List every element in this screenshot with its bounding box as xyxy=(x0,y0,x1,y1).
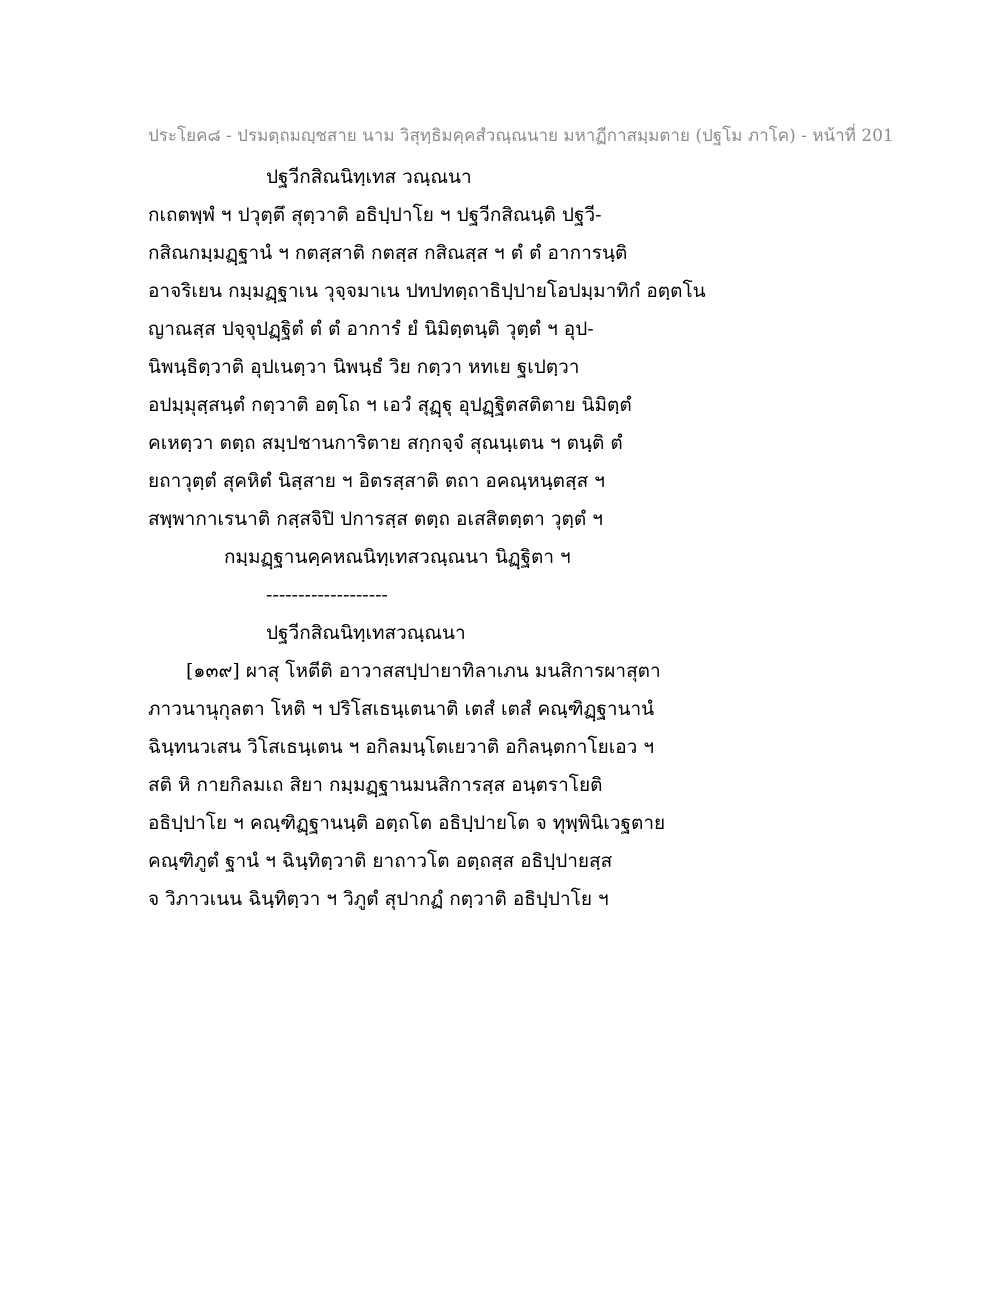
paragraph-start: [๑๓๙] ผาสุ โหตีติ อาวาสสปฺปายาทิลาเภน มนสิการผาสุตา xyxy=(186,660,661,682)
text-line: คเหตฺวา ตตฺถ สมฺปชานการิตาย สกฺกจฺจํ สุณนฺเตน ฯ ตนฺติ ตํ xyxy=(148,432,623,454)
section-divider: ------------------- xyxy=(266,584,388,606)
text-line: คณฺฑิภูตํ ฐานํ ฯ ฉินฺทิตฺวาติ ยาถาวโต อตฺถสฺส อธิปฺปายสฺส xyxy=(148,850,613,872)
text-line: ยถาวุตฺตํ สุคหิตํ นิสฺสาย ฯ อิตรสฺสาติ ตถา อคณฺหนฺตสฺส ฯ xyxy=(148,470,605,492)
text-line: จ วิภาวเนน ฉินฺทิตฺวา ฯ วิภูตํ สุปากฏํ กตฺวาติ อธิปฺปาโย ฯ xyxy=(148,888,609,910)
section-heading: ปฐวีกสิณนิทฺเทส วณฺณนา xyxy=(266,166,472,188)
running-header: ประโยค๘ - ปรมตฺถมญฺชสาย นาม วิสุทฺธิมคฺคสํวณฺณนาย มหาฏีกาสมฺมตาย (ปฐโม ภาโค) - หน้าที่ 201 xyxy=(148,126,894,146)
text-line: นิพนฺธิตฺวาติ อุปเนตฺวา นิพนฺธํ วิย กตฺวา หทเย ฐเปตฺวา xyxy=(148,356,580,378)
text-line: ญาณสฺส ปจฺจุปฏฺฐิตํ ตํ ตํ อาการํ ยํ นิมิตฺตนฺติ วุตฺตํ ฯ อุป- xyxy=(148,318,594,340)
text-line: อธิปฺปาโย ฯ คณฺฑิฏฺฐานนฺติ อตฺถโต อธิปฺปายโต จ ทุพฺพินิเวฐตาย xyxy=(148,812,666,834)
text-line: กเถตพฺพํ ฯ ปวุตฺตึ สุตฺวาติ อธิปฺปาโย ฯ ปฐวีกสิณนฺติ ปฐวี- xyxy=(148,204,602,226)
text-line: อปมฺมุสฺสนฺตํ กตฺวาติ อตฺโถ ฯ เอวํ สุฏฺฐุ อุปฏฺฐิตสติตาย นิมิตฺตํ xyxy=(148,394,632,416)
text-line: ภาวนานุกุลตา โหติ ฯ ปริโสเธนฺเตนาติ เตสํ เตสํ คณฺฑิฏฺฐานานํ xyxy=(148,698,655,720)
text-line: สพฺพากาเรนาติ กสฺสจิปิ ปการสฺส ตตฺถ อเสสิตตฺตา วุตฺตํ ฯ xyxy=(148,508,603,530)
body-text xyxy=(148,158,908,918)
text-line: ฉินฺทนวเสน วิโสเธนฺเตน ฯ อกิลมนฺโตเยวาติ อกิลนฺตกาโยเอว ฯ xyxy=(148,736,654,758)
section-closing: กมฺมฏฺฐานคฺคหณนิทฺเทสวณฺณนา นิฏฺฐิตา ฯ xyxy=(224,546,571,568)
text-line: สติ หิ กายกิลมเถ สิยา กมฺมฏฺฐานมนสิการสฺส อนฺตราโยติ xyxy=(148,774,603,796)
text-line: อาจริเยน กมฺมฏฺฐาเน วุจฺจมาเน ปทปทตฺถาธิปฺปายโอปมฺมาทิกํ อตฺตโน xyxy=(148,280,706,302)
section-heading: ปฐวีกสิณนิทฺเทสวณฺณนา xyxy=(266,622,466,644)
text-line: กสิณกมฺมฏฺฐานํ ฯ กตสฺสาติ กตสฺส กสิณสฺส ฯ ตํ ตํ อาการนฺติ xyxy=(148,242,628,264)
